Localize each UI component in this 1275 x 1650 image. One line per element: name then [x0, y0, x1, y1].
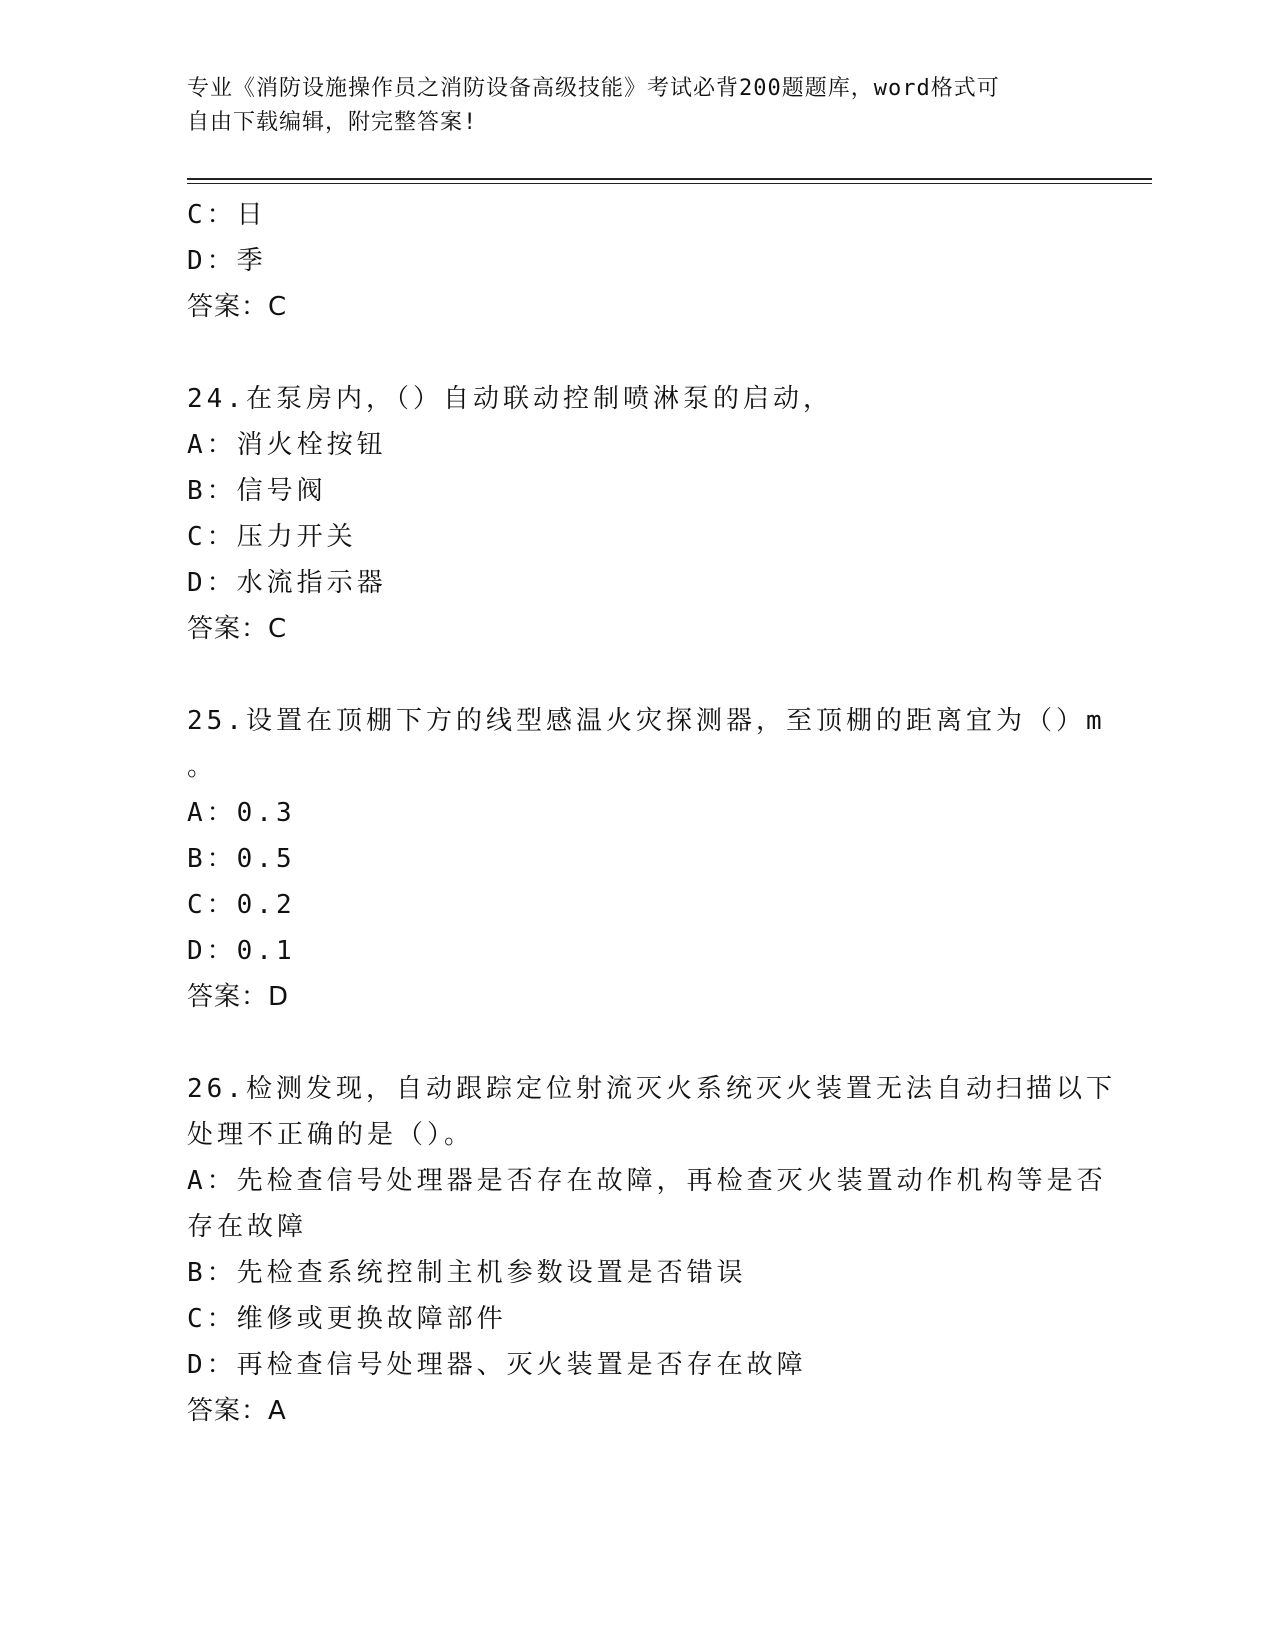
option-d: D：0.1	[187, 936, 296, 966]
option-a-line-2: 存在故障	[187, 1212, 308, 1242]
prev-answer: 答案：C	[187, 292, 288, 322]
question-25	[187, 698, 1106, 1020]
prev-option-c: C：日	[187, 200, 267, 230]
option-c: C：0.2	[187, 890, 296, 920]
question-stem-line-1: 26.检测发现，自动跟踪定位射流灭火系统灭火装置无法自动扫描以下	[187, 1074, 1116, 1104]
answer: 答案：C	[187, 614, 288, 644]
spacer	[187, 1020, 1087, 1066]
question-stem-line-2: 。	[187, 752, 218, 782]
spacer	[187, 330, 1087, 376]
document-header	[187, 72, 1067, 140]
answer: 答案：A	[187, 1396, 287, 1426]
option-a-line-1: A：先检查信号处理器是否存在故障，再检查灭火装置动作机构等是否	[187, 1166, 1107, 1196]
header-line-1: 专业《消防设施操作员之消防设备高级技能》考试必背200题题库，word格式可	[187, 76, 1000, 101]
option-b: B：0.5	[187, 844, 296, 874]
header-line-2: 自由下载编辑，附完整答案!	[187, 110, 478, 135]
option-a: A：消火栓按钮	[187, 430, 387, 460]
question-list	[187, 192, 1116, 1434]
option-c: C：维修或更换故障部件	[187, 1304, 507, 1334]
option-c: C：压力开关	[187, 522, 357, 552]
header-divider-thick	[187, 178, 1152, 180]
option-a: A：0.3	[187, 798, 296, 828]
question-stem: 24.在泵房内，（）自动联动控制喷淋泵的启动，	[187, 384, 833, 414]
spacer	[187, 652, 1087, 698]
answer: 答案：D	[187, 982, 290, 1012]
prev-option-d: D：季	[187, 246, 267, 276]
option-d: D：水流指示器	[187, 568, 387, 598]
option-d: D：再检查信号处理器、灭火装置是否存在故障	[187, 1350, 807, 1380]
option-b: B：先检查系统控制主机参数设置是否错误	[187, 1258, 747, 1288]
question-stem-line-2: 处理不正确的是（）。	[187, 1120, 475, 1150]
question-stem-line-1: 25.设置在顶棚下方的线型感温火灾探测器，至顶棚的距离宜为（）m	[187, 706, 1106, 736]
option-b: B：信号阀	[187, 476, 327, 506]
header-divider-thin	[187, 183, 1152, 184]
question-26	[187, 1066, 1116, 1434]
question-24	[187, 376, 1087, 652]
